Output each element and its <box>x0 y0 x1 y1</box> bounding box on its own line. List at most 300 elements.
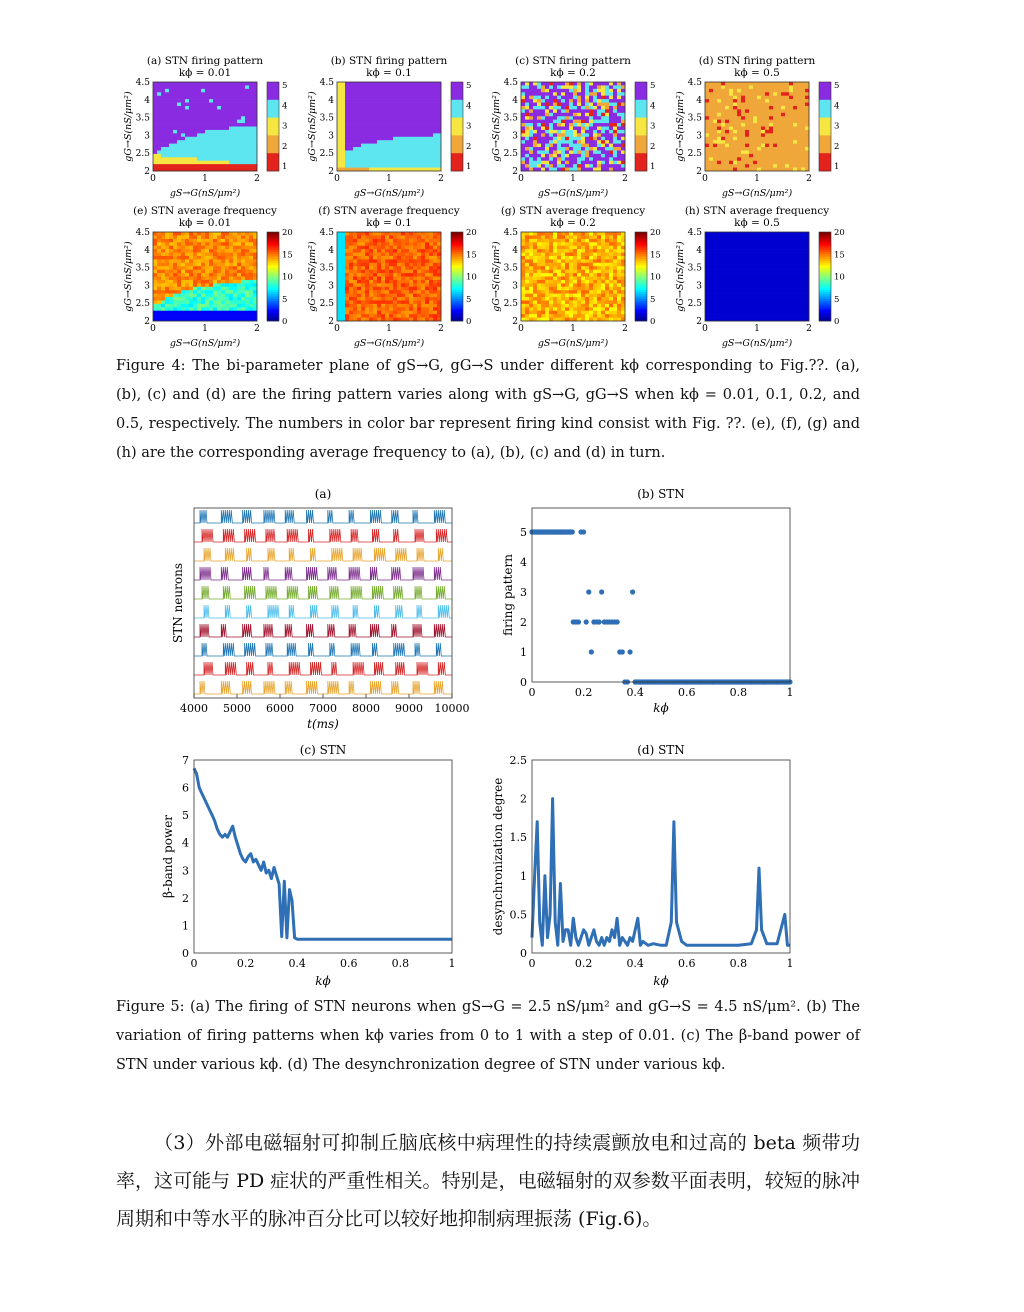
heatmap-cell <box>797 157 801 161</box>
heatmap-cell <box>421 150 425 154</box>
heatmap-cell <box>549 283 553 287</box>
heatmap-cell <box>169 106 173 110</box>
heatmap-cell <box>345 242 349 246</box>
heatmap-cell <box>613 273 617 277</box>
heatmap-cell <box>205 147 209 151</box>
colorbar-swatch <box>267 153 279 171</box>
heatmap-cell <box>181 314 185 318</box>
heatmap-cell <box>609 89 613 93</box>
heatmap-cell <box>573 147 577 151</box>
heatmap-cell <box>401 130 405 134</box>
heatmap-cell <box>753 113 757 117</box>
heatmap-cell <box>405 283 409 287</box>
heatmap-cell <box>397 290 401 294</box>
heatmap-cell <box>605 164 609 168</box>
heatmap-cell <box>605 290 609 294</box>
heatmap-cell <box>341 150 345 154</box>
heatmap-cell <box>361 297 365 301</box>
heatmap-cell <box>241 161 245 165</box>
heatmap-cell <box>749 157 753 161</box>
heatmap-cell <box>341 249 345 253</box>
heatmap-cell <box>617 294 621 298</box>
heatmap-cell <box>773 130 777 134</box>
heatmap-cell <box>169 113 173 117</box>
heatmap-cell <box>753 150 757 154</box>
heatmap-cell <box>357 253 361 257</box>
y-tick-label: 2 <box>144 317 150 327</box>
heatmap-cell <box>157 92 161 96</box>
heatmap-cell <box>609 106 613 110</box>
heatmap-cell <box>401 96 405 100</box>
heatmap-cell <box>521 280 525 284</box>
heatmap-cell <box>381 96 385 100</box>
heatmap-cell <box>773 96 777 100</box>
heatmap-cell <box>609 266 613 270</box>
heatmap-cell <box>345 96 349 100</box>
heatmap-cell <box>433 277 437 281</box>
heatmap-cell <box>345 109 349 113</box>
heatmap-cell <box>717 164 721 168</box>
heatmap-cell <box>549 127 553 131</box>
heatmap-cell <box>185 92 189 96</box>
heatmap-cell <box>789 103 793 107</box>
heatmap-cell <box>389 273 393 277</box>
heatmap-cell <box>357 164 361 168</box>
heatmap-cell <box>201 116 205 120</box>
heatmap-cell <box>553 277 557 281</box>
heatmap-cell <box>413 266 417 270</box>
heatmap-cell <box>205 103 209 107</box>
heatmap-cell <box>521 96 525 100</box>
heatmap-cell <box>729 109 733 113</box>
heatmap-cell <box>597 253 601 257</box>
heatmap-cell <box>181 300 185 304</box>
heatmap-cell <box>377 297 381 301</box>
heatmap-cell <box>181 246 185 250</box>
heatmap-cell <box>729 127 733 131</box>
heatmap-cell <box>533 137 537 141</box>
heatmap-cell <box>525 263 529 267</box>
heatmap-cell <box>433 157 437 161</box>
heatmap-cell <box>197 85 201 89</box>
heatmap-cell <box>233 103 237 107</box>
heatmap-cell <box>793 96 797 100</box>
heatmap-cell <box>201 232 205 236</box>
heatmap-cell <box>541 113 545 117</box>
y-axis-label: gG→S(nS/μm²) <box>307 91 318 162</box>
heatmap-cell <box>377 266 381 270</box>
heatmap-cell <box>561 259 565 263</box>
heatmap-cell <box>757 109 761 113</box>
heatmap-cell <box>537 287 541 291</box>
heatmap-cell <box>213 154 217 158</box>
heatmap-cell <box>429 133 433 137</box>
heatmap-cell <box>605 123 609 127</box>
heatmap-cell <box>569 120 573 124</box>
heatmap-cell <box>197 92 201 96</box>
heatmap-cell <box>177 266 181 270</box>
heatmap-cell <box>425 113 429 117</box>
y-tick-label: 2 <box>144 167 150 177</box>
heatmap-cell <box>153 263 157 267</box>
heatmap-cell <box>601 123 605 127</box>
heatmap-cell <box>413 232 417 236</box>
heatmap-cell <box>429 311 433 315</box>
heatmap-cell <box>169 133 173 137</box>
heatmap-cell <box>613 140 617 144</box>
heatmap-cell <box>353 123 357 127</box>
heatmap-cell <box>713 147 717 151</box>
heatmap-cell <box>393 130 397 134</box>
heatmap-cell <box>369 133 373 137</box>
heatmap-cell <box>421 109 425 113</box>
heatmap-cell <box>337 109 341 113</box>
heatmap-cell <box>193 270 197 274</box>
heatmap-cell <box>249 89 253 93</box>
heatmap-cell <box>745 154 749 158</box>
heatmap-cell <box>545 140 549 144</box>
heatmap-cell <box>153 280 157 284</box>
heatmap-cell <box>349 304 353 308</box>
heatmap-cell <box>785 96 789 100</box>
heatmap-cell <box>245 277 249 281</box>
heatmap-cell <box>593 82 597 86</box>
heatmap-cell <box>409 137 413 141</box>
heatmap-cell <box>589 242 593 246</box>
heatmap-cell <box>589 294 593 298</box>
heatmap-cell <box>533 144 537 148</box>
heatmap-cell <box>245 283 249 287</box>
heatmap-cell <box>201 263 205 267</box>
heatmap-cell <box>561 300 565 304</box>
heatmap-cell <box>397 144 401 148</box>
heatmap-cell <box>541 277 545 281</box>
heatmap-cell <box>153 311 157 315</box>
heatmap-cell <box>241 147 245 151</box>
heatmap-cell <box>173 99 177 103</box>
heatmap-cell <box>185 297 189 301</box>
heatmap-cell <box>229 259 233 263</box>
heatmap-cell <box>369 311 373 315</box>
heatmap-cell <box>417 85 421 89</box>
heatmap-cell <box>337 235 341 239</box>
heatmap-cell <box>525 283 529 287</box>
panel-title: (f) STN average frequency <box>318 205 460 217</box>
heatmap-cell <box>593 96 597 100</box>
heatmap-cell <box>529 127 533 131</box>
heatmap-cell <box>193 109 197 113</box>
heatmap-cell <box>773 150 777 154</box>
heatmap-cell <box>577 96 581 100</box>
x-axis-label: gS→G(nS/μm²) <box>169 188 241 199</box>
heatmap-cell <box>753 106 757 110</box>
heatmap-cell <box>421 116 425 120</box>
heatmap-cell <box>549 109 553 113</box>
heatmap-cell <box>797 144 801 148</box>
heatmap-cell <box>425 259 429 263</box>
heatmap-cell <box>377 253 381 257</box>
heatmap-cell <box>241 96 245 100</box>
heatmap-cell <box>417 99 421 103</box>
heatmap-cell <box>589 314 593 318</box>
colorbar-strip <box>267 250 279 253</box>
heatmap-cell <box>401 99 405 103</box>
heatmap-cell <box>529 307 533 311</box>
heatmap-cell <box>421 239 425 243</box>
heatmap-cell <box>245 92 249 96</box>
heatmap-cell <box>709 144 713 148</box>
heatmap-cell <box>205 297 209 301</box>
heatmap-cell <box>161 294 165 298</box>
heatmap-cell <box>369 120 373 124</box>
heatmap-cell <box>361 290 365 294</box>
heatmap-cell <box>369 92 373 96</box>
heatmap-cell <box>241 92 245 96</box>
heatmap-cell <box>201 127 205 131</box>
heatmap-cell <box>341 314 345 318</box>
heatmap-cell <box>421 133 425 137</box>
heatmap-cell <box>417 164 421 168</box>
heatmap-cell <box>233 147 237 151</box>
heatmap-cell <box>789 113 793 117</box>
heatmap-cell <box>361 232 365 236</box>
heatmap-cell <box>213 92 217 96</box>
colorbar-strip <box>451 310 463 313</box>
heatmap-cell <box>569 294 573 298</box>
heatmap-cell <box>237 161 241 165</box>
heatmap-cell <box>197 242 201 246</box>
heatmap-cell <box>617 263 621 267</box>
heatmap-cell <box>169 92 173 96</box>
heatmap-cell <box>581 140 585 144</box>
heatmap-cell <box>241 246 245 250</box>
heatmap-cell <box>205 106 209 110</box>
heatmap-cell <box>173 144 177 148</box>
heatmap-cell <box>189 82 193 86</box>
heatmap-cell <box>341 89 345 93</box>
heatmap-cell <box>377 239 381 243</box>
heatmap-cell <box>389 157 393 161</box>
heatmap-cell <box>189 154 193 158</box>
heatmap-cell <box>385 137 389 141</box>
heatmap-cell <box>157 150 161 154</box>
heatmap-cell <box>373 277 377 281</box>
heatmap-cell <box>189 137 193 141</box>
heatmap-cell <box>381 113 385 117</box>
heatmap-cell <box>549 130 553 134</box>
heatmap-cell <box>361 140 365 144</box>
heatmap-cell <box>425 249 429 253</box>
heatmap-cell <box>789 150 793 154</box>
heatmap-cell <box>569 242 573 246</box>
heatmap-cell <box>233 235 237 239</box>
heatmap-cell <box>201 314 205 318</box>
heatmap-cell <box>389 277 393 281</box>
heatmap-cell <box>573 263 577 267</box>
heatmap-cell <box>745 82 749 86</box>
heatmap-cell <box>237 235 241 239</box>
heatmap-cell <box>717 137 721 141</box>
heatmap-cell <box>533 242 537 246</box>
heatmap-cell <box>433 297 437 301</box>
heatmap-cell <box>725 116 729 120</box>
heatmap-cell <box>381 297 385 301</box>
heatmap-cell <box>385 154 389 158</box>
heatmap-cell <box>201 150 205 154</box>
heatmap-cell <box>229 123 233 127</box>
heatmap-cell <box>761 82 765 86</box>
heatmap-cell <box>413 290 417 294</box>
heatmap-cell <box>229 307 233 311</box>
heatmap-cell <box>249 85 253 89</box>
colorbar-strip <box>635 263 647 266</box>
heatmap-cell <box>777 99 781 103</box>
heatmap-cell <box>413 130 417 134</box>
heatmap-cell <box>249 294 253 298</box>
heatmap-cell <box>197 287 201 291</box>
heatmap-cell <box>757 154 761 158</box>
heatmap-cell <box>345 287 349 291</box>
heatmap-cell <box>709 123 713 127</box>
heatmap-cell <box>165 253 169 257</box>
heatmap-cell <box>789 89 793 93</box>
heatmap-cell <box>433 113 437 117</box>
heatmap-cell <box>729 82 733 86</box>
heatmap-cell <box>349 239 353 243</box>
heatmap-cell <box>225 256 229 260</box>
heatmap-cell <box>533 92 537 96</box>
heatmap-cell <box>409 140 413 144</box>
heatmap-cell <box>225 106 229 110</box>
y-tick-label: 4.5 <box>503 228 518 238</box>
heatmap-cell <box>233 106 237 110</box>
heatmap-cell <box>197 96 201 100</box>
heatmap-cell <box>241 130 245 134</box>
heatmap-cell <box>417 120 421 124</box>
heatmap-cell <box>173 256 177 260</box>
heatmap-cell <box>417 113 421 117</box>
heatmap-cell <box>229 120 233 124</box>
heatmap-cell <box>537 256 541 260</box>
heatmap-cell <box>565 154 569 158</box>
heatmap-cell <box>365 123 369 127</box>
heatmap-cell <box>161 307 165 311</box>
heatmap-cell <box>249 109 253 113</box>
heatmap-cell <box>761 120 765 124</box>
heatmap-cell <box>589 85 593 89</box>
colorbar-strip <box>267 274 279 277</box>
heatmap-cell <box>421 232 425 236</box>
heatmap-cell <box>209 311 213 315</box>
heatmap-cell <box>213 283 217 287</box>
heatmap-cell <box>545 116 549 120</box>
heatmap-cell <box>577 150 581 154</box>
heatmap-cell <box>409 277 413 281</box>
heatmap-cell <box>569 109 573 113</box>
heatmap-cell <box>369 161 373 165</box>
heatmap-cell <box>749 89 753 93</box>
heatmap-cell <box>341 106 345 110</box>
heatmap-cell <box>217 113 221 117</box>
heatmap-cell <box>217 164 221 168</box>
heatmap-cell <box>369 259 373 263</box>
heatmap-cell <box>609 290 613 294</box>
heatmap-cell <box>529 314 533 318</box>
colorbar-swatch <box>635 153 647 171</box>
heatmap-cell <box>361 256 365 260</box>
heatmap-cell <box>189 277 193 281</box>
heatmap-cell <box>233 137 237 141</box>
heatmap-cell <box>545 253 549 257</box>
heatmap-cell <box>409 85 413 89</box>
heatmap-cell <box>425 277 429 281</box>
heatmap-cell <box>161 89 165 93</box>
heatmap-cell <box>241 232 245 236</box>
heatmap-cell <box>213 140 217 144</box>
heatmap-cell <box>165 263 169 267</box>
heatmap-cell <box>193 266 197 270</box>
heatmap-cell <box>185 120 189 124</box>
heatmap-cell <box>601 232 605 236</box>
heatmap-cell <box>237 120 241 124</box>
heatmap-cell <box>405 127 409 131</box>
heatmap-cell <box>361 266 365 270</box>
heatmap-cell <box>229 263 233 267</box>
heatmap-cell <box>577 246 581 250</box>
y-tick-label: 4.5 <box>687 78 702 88</box>
heatmap-cell <box>601 277 605 281</box>
heatmap-cell <box>397 246 401 250</box>
heatmap-cell <box>709 130 713 134</box>
heatmap-cell <box>745 123 749 127</box>
heatmap-cell <box>365 127 369 131</box>
heatmap-cell <box>405 164 409 168</box>
colorbar-strip <box>267 314 279 317</box>
heatmap-cell <box>745 161 749 165</box>
heatmap-cell <box>181 290 185 294</box>
heatmap-cell <box>741 144 745 148</box>
heatmap-cell <box>529 106 533 110</box>
heatmap-cell <box>533 246 537 250</box>
heatmap-cell <box>185 157 189 161</box>
heatmap-cell <box>189 246 193 250</box>
heatmap-cell <box>161 120 165 124</box>
heatmap-cell <box>569 144 573 148</box>
heatmap-cell <box>585 99 589 103</box>
heatmap-cell <box>205 154 209 158</box>
heatmap-cell <box>617 287 621 291</box>
heatmap-cell <box>217 287 221 291</box>
heatmap-cell <box>753 154 757 158</box>
heatmap-cell <box>557 130 561 134</box>
heatmap-cell <box>749 96 753 100</box>
heatmap-cell <box>609 242 613 246</box>
figure-4-panel <box>307 205 477 349</box>
heatmap-cell <box>157 246 161 250</box>
heatmap-cell <box>533 109 537 113</box>
heatmap-cell <box>553 249 557 253</box>
heatmap-cell <box>193 92 197 96</box>
heatmap-cell <box>381 249 385 253</box>
heatmap-cell <box>565 123 569 127</box>
heatmap-cell <box>213 263 217 267</box>
heatmap-cell <box>757 130 761 134</box>
heatmap-cell <box>385 140 389 144</box>
heatmap-cell <box>349 253 353 257</box>
heatmap-cell <box>373 287 377 291</box>
heatmap-cell <box>389 92 393 96</box>
heatmap-cell <box>777 116 781 120</box>
